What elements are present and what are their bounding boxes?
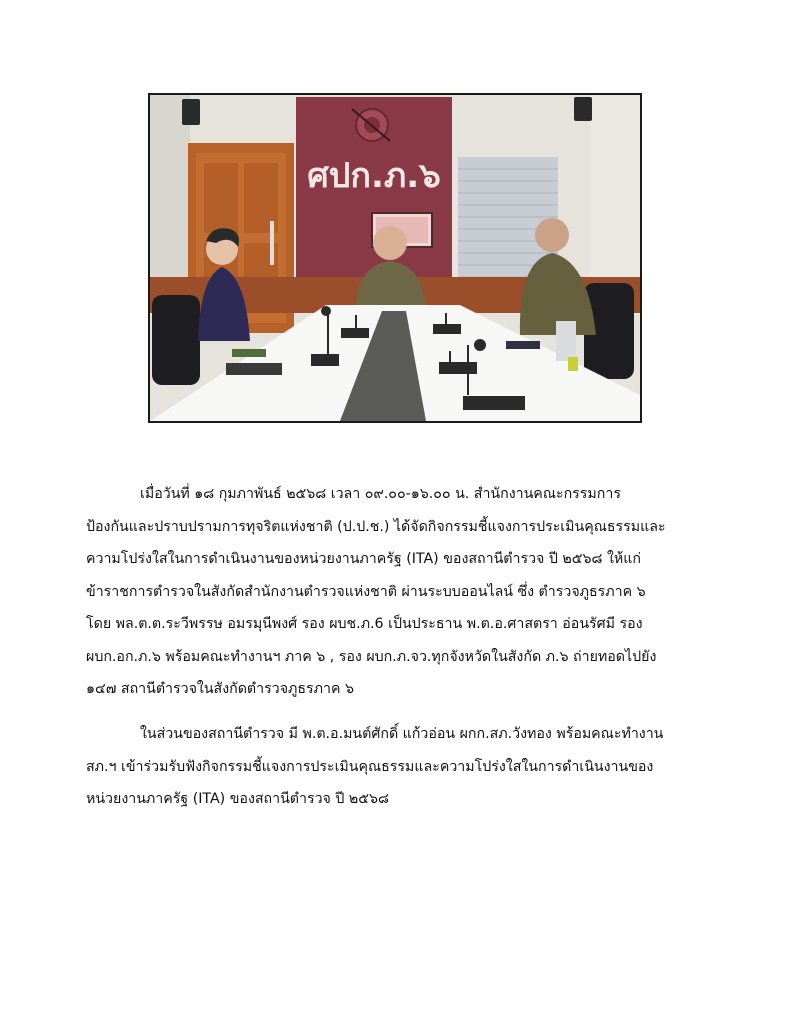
paragraph-1-line: ผบก.อก.ภ.๖ พร้อมคณะทำงานฯ ภาค ๖ , รอง ผบก.ภ.จว.ทุกจังหวัดในสังกัด ภ.๖ ถ่ายทอดไปยัง (86, 648, 657, 665)
paragraph-1-line: โดย พล.ต.ต.ระวีพรรษ อมรมุนีพงศ์ รอง ผบช.ภ.6 เป็นประธาน พ.ต.อ.ศาสตรา อ่อนรัศมี รอง (86, 616, 643, 632)
meeting-photo (148, 93, 642, 423)
wall-sign-text: ศปก.ภ.๖ (307, 156, 441, 196)
person-center (373, 226, 407, 260)
paragraph-1-line: ข้าราชการตำรวจในสังกัดสำนักงานตำรวจแห่งชาติ ผ่านระบบออนไลน์ ซึ่ง ตำรวจภูธรภาค ๖ (86, 583, 646, 600)
meeting-photo-illustration (150, 95, 640, 421)
paragraph-1-line: ๑๔๗ สถานีตำรวจในสังกัดตำรวจภูธรภาค ๖ (86, 681, 354, 697)
tablet (226, 363, 282, 375)
paragraph-1 (86, 478, 708, 706)
paragraph-1-line: เมื่อวันที่ ๑๘ กุมภาพันธ์ ๒๕๖๘ เวลา ๐๙.๐๐-๑๖.๐๐ น. สำนักงานคณะกรรมการ (140, 486, 621, 502)
chair-left (152, 295, 200, 385)
speaker-right (574, 97, 592, 121)
speaker-left (182, 99, 200, 125)
paragraph-2 (86, 718, 708, 816)
paragraph-1-line: ป้องกันและปราบปรามการทุจริตแห่งชาติ (ป.ป.ช.) ได้จัดกิจกรรมชี้แจงการประเมินคุณธรรมและ (86, 518, 666, 535)
paragraph-2-line: ในส่วนของสถานีตำรวจ มี พ.ต.อ.มนต์ศักดิ์ แก้วอ่อน ผกก.สภ.วังทอง พร้อมคณะทำงาน (140, 726, 664, 742)
person-right (535, 218, 569, 252)
paragraph-2-line: สภ.ฯ เข้าร่วมรับฟังกิจกรรมชี้แจงการประเมินคุณธรรมและความโปร่งใสในการดำเนินงานของ (86, 758, 654, 775)
paragraph-2-line: หน่วยงานภาครัฐ (ITA) ของสถานีตำรวจ ปี ๒๕๖๘ (86, 791, 389, 807)
paragraph-1-line: ความโปร่งใสในการดำเนินงานของหน่วยงานภาครัฐ (ITA) ของสถานีตำรวจ ปี ๒๕๖๘ ให้แก่ (86, 551, 641, 567)
drink-cup (556, 321, 576, 361)
